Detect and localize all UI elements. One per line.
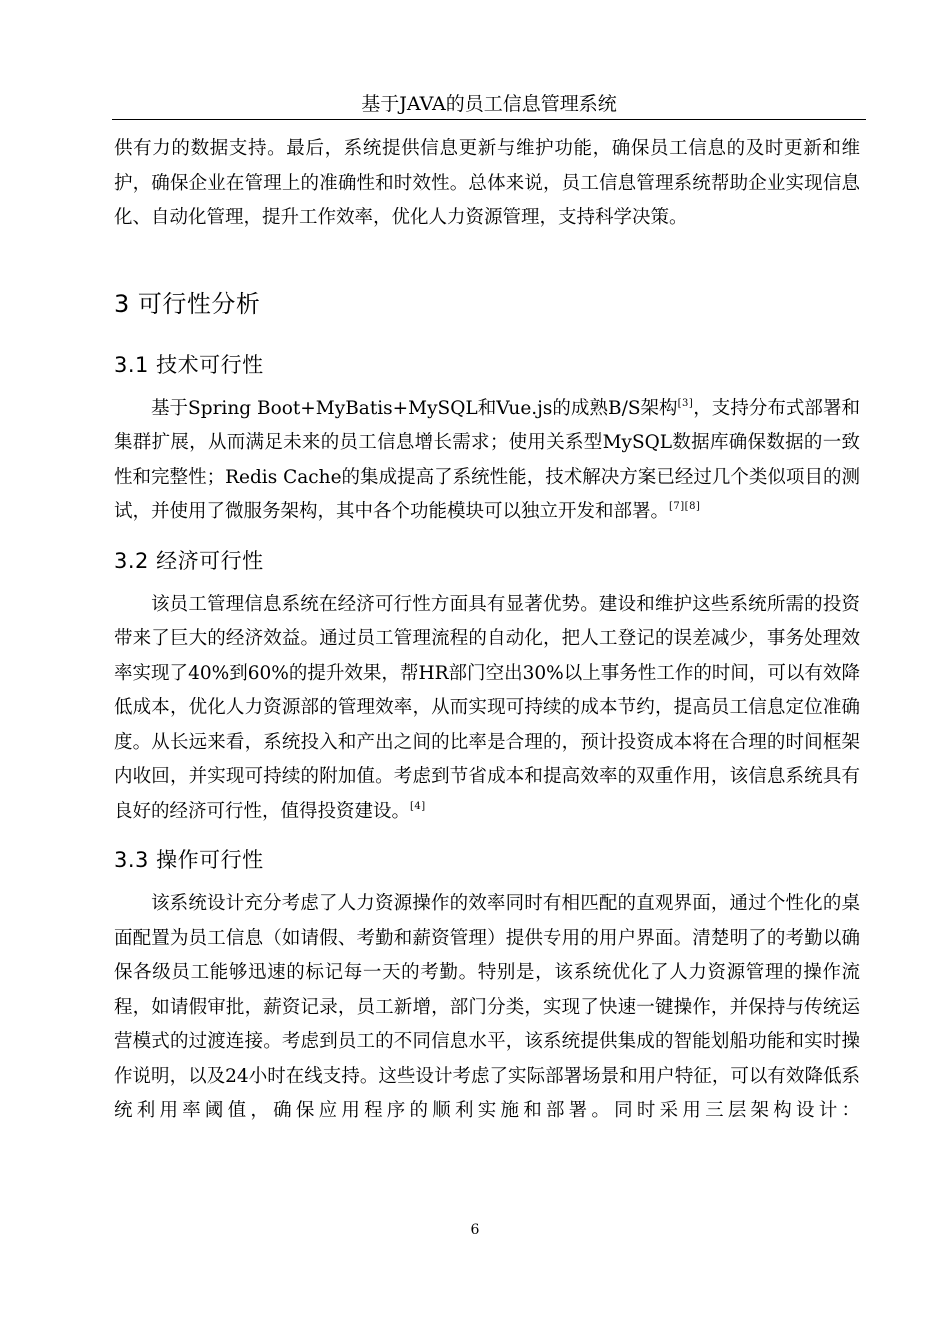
economic-paragraph xyxy=(114,588,860,830)
citation-ref: [7][8] xyxy=(669,501,701,512)
section-heading-operational: 3.3 操作可行性 xyxy=(114,848,264,872)
technical-paragraph xyxy=(114,392,860,530)
citation-ref: [4] xyxy=(410,800,426,812)
operational-text: 该系统设计充分考虑了人力资源操作的效率同时有相匹配的直观界面，通过个性化的桌面配置为员工信息（如请假、考勤和薪资管理）提供专用的用户界面。清楚明了的考勤以确保各级员工能够迅速的标记每一天的考勤。特别是，该系统优化了人力资源管理的操作流程，如请假审批，薪资记录，员工新增，部门分类，实现了快速一键操作，并保持与传统运营模式的过渡连接。考虑到员工的不同信息水平，该系统提供集成的智能划船功能和实时操作说明，以及24小时在线支持。这些设计考虑了实际部署场景和用户特征，可以有效降低系统利用率阈值，确保应用程序的顺利实施和部署。同时采用三层架构设计： xyxy=(114,893,860,1121)
page-body xyxy=(114,132,860,1129)
chapter-heading: 3 可行性分析 xyxy=(114,289,261,318)
header-divider xyxy=(112,119,866,120)
running-header-title: 基于JAVA的员工信息管理系统 xyxy=(361,93,617,115)
section-heading-economic: 3.2 经济可行性 xyxy=(114,548,264,573)
intro-paragraph-text: 供有力的数据支持。最后，系统提供信息更新与维护功能，确保员工信息的及时更新和维护，确保企业在管理上的准确性和时效性。总体来说，员工信息管理系统帮助企业实现信息化、自动化管理，提升工作效率，优化人力资源管理，支持科学决策。 xyxy=(114,138,860,228)
intro-paragraph xyxy=(114,132,860,236)
section-heading-technical: 3.1 技术可行性 xyxy=(114,352,264,377)
technical-text-part2: ，支持分布式部署和集群扩展，从而满足未来的员工信息增长需求；使用关系型MySQL数据库确保数据的一致性和完整性；Redis Cache的集成提高了系统性能，技术解决方案已经过几个类似项目的测试，并使用了微服务架构，其中各个功能模块可以独立开发和部署。 xyxy=(114,397,860,522)
technical-text-part1: 基于Spring Boot+MyBatis+MySQL和Vue.js的成熟B/S架构 xyxy=(151,397,678,419)
economic-text: 该员工管理信息系统在经济可行性方面具有显著优势。建设和维护这些系统所需的投资带来了巨大的经济效益。通过员工管理流程的自动化，把人工登记的误差减少，事务处理效率实现了40%到60%的提升效果，帮HR部门空出30%以上事务性工作的时间，可以有效降低成本，优化人力资源部的管理效率，从而实现可持续的成本节约，提高员工信息定位准确度。从长远来看，系统投入和产出之间的比率是合理的，预计投资成本将在合理的时间框架内收回，并实现可持续的附加值。考虑到节省成本和提高效率的双重作用，该信息系统具有良好的经济可行性，值得投资建设。 xyxy=(114,593,860,822)
page-number: 6 xyxy=(470,1222,480,1238)
operational-paragraph xyxy=(114,887,860,1129)
citation-ref: [3] xyxy=(677,397,694,409)
